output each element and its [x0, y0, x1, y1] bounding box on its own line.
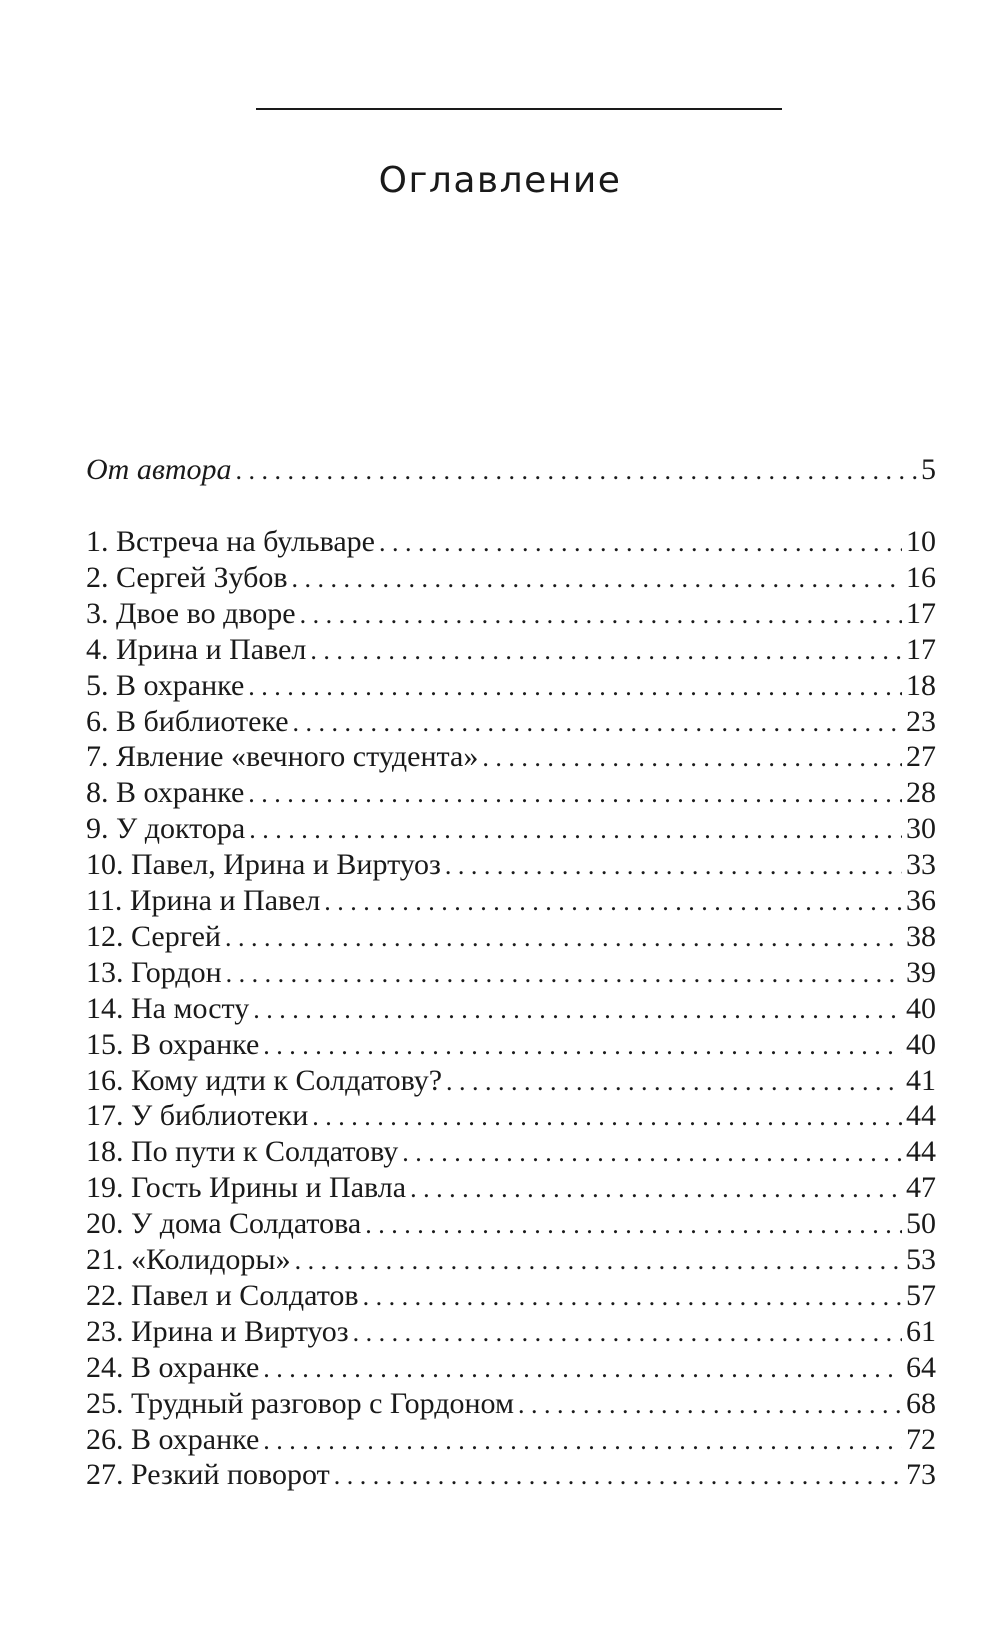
- toc-entry-title: 17. У библиотеки: [86, 1099, 309, 1133]
- toc-leader-dots: [353, 1315, 902, 1351]
- toc-entry-page: 23: [906, 704, 936, 738]
- toc-entry-title: 22. Павел и Солдатов: [86, 1278, 359, 1312]
- toc-leader-dots: [518, 1387, 902, 1423]
- toc-entry-page: 53: [906, 1243, 936, 1276]
- toc-entry-title: 25. Трудный разговор с Гордоном: [86, 1386, 514, 1420]
- toc-entry-title: 19. Гость Ирины и Павла: [86, 1171, 407, 1205]
- toc-entry: [86, 1457, 936, 1493]
- toc-leader-dots: [379, 525, 902, 561]
- toc-entry: [86, 1098, 936, 1134]
- toc-entry: [86, 560, 936, 596]
- toc-entry-title: 10. Павел, Ирина и Виртуоз: [86, 848, 441, 882]
- top-rule: [256, 108, 782, 110]
- toc-entry-page: 73: [906, 1458, 936, 1492]
- toc-entry: [86, 1278, 936, 1314]
- toc-entry-title: 6. В библиотеке: [86, 704, 289, 738]
- toc-entry-page: 5: [921, 453, 936, 486]
- toc-entry-title: 5. В охранке: [86, 668, 245, 702]
- toc-leader-dots: [263, 1351, 902, 1387]
- toc-entry-page: 10: [906, 525, 936, 558]
- toc-entry-page: 39: [906, 955, 936, 989]
- toc-entry-preface: [86, 452, 936, 488]
- toc-leader-dots: [445, 848, 902, 884]
- toc-entry: [86, 811, 936, 847]
- toc-entry-title: 11. Ирина и Павел: [86, 884, 321, 917]
- toc-leader-dots: [263, 1423, 902, 1459]
- toc-leader-dots: [295, 1243, 902, 1279]
- toc-entry: [86, 1314, 936, 1350]
- toc-entry: [86, 1350, 936, 1386]
- toc-leader-dots: [312, 1099, 902, 1135]
- toc-entry-title: 18. По пути к Солдатову: [86, 1135, 399, 1169]
- toc-leader-dots: [334, 1458, 902, 1494]
- toc-entry-title: 3. Двое во дворе: [86, 596, 296, 630]
- toc-entry-page: 40: [906, 1027, 936, 1061]
- toc-entry: [86, 955, 936, 991]
- toc-entry-page: 18: [906, 668, 936, 702]
- toc-entry: [86, 632, 936, 668]
- toc-entry: [86, 1063, 936, 1099]
- toc-leader-dots: [225, 920, 902, 956]
- toc-entry-title: 14. На мосту: [86, 991, 250, 1025]
- toc-entry-page: 72: [906, 1422, 936, 1456]
- toc-leader-dots: [248, 669, 902, 705]
- toc-leader-dots: [253, 992, 902, 1028]
- toc-entry: [86, 1422, 936, 1458]
- toc-leader-dots: [300, 597, 902, 633]
- toc-entry-title: 26. В охранке: [86, 1422, 260, 1456]
- toc-leader-dots: [324, 884, 902, 920]
- toc-entry: [86, 1386, 936, 1422]
- toc-entry-title: 15. В охранке: [86, 1027, 260, 1061]
- toc-entry: [86, 1170, 936, 1206]
- toc-entry-title: От автора: [86, 453, 232, 486]
- toc-entry-page: 61: [906, 1314, 936, 1348]
- toc-entry-page: 44: [906, 1099, 936, 1133]
- toc-entry-page: 30: [906, 812, 936, 846]
- toc-entry-page: 44: [906, 1135, 936, 1169]
- toc-entry-title: 21. «Колидоры»: [86, 1243, 291, 1276]
- toc-leader-dots: [410, 1171, 902, 1207]
- toc-entry-title: 9. У доктора: [86, 812, 246, 846]
- toc-entry-title: 23. Ирина и Виртуоз: [86, 1314, 349, 1348]
- toc-entry-page: 64: [906, 1350, 936, 1384]
- toc-entry-title: 2. Сергей Зубов: [86, 560, 288, 594]
- toc-entry: [86, 775, 936, 811]
- toc-entry: [86, 668, 936, 704]
- toc-entry-page: 38: [906, 919, 936, 953]
- toc-entry-page: 16: [906, 560, 936, 594]
- toc-entry-page: 36: [906, 884, 936, 917]
- toc-entry-title: 1. Встреча на бульваре: [86, 525, 375, 558]
- toc-entry: [86, 847, 936, 883]
- page-title: Оглавление: [378, 160, 622, 201]
- toc-entry-title: 20. У дома Солдатова: [86, 1207, 362, 1241]
- toc-entry-title: 4. Ирина и Павел: [86, 632, 307, 666]
- toc-leader-dots: [263, 1028, 902, 1064]
- toc-entry: [86, 524, 936, 560]
- toc-entry: [86, 704, 936, 740]
- toc-entry: [86, 1242, 936, 1278]
- toc-leader-dots: [363, 1279, 902, 1315]
- toc-entry-title: 7. Явление «вечного студента»: [86, 740, 479, 774]
- toc-entry: [86, 596, 936, 632]
- toc-entry-title: 12. Сергей: [86, 919, 221, 953]
- toc-entry-page: 33: [906, 848, 936, 882]
- toc-leader-dots: [482, 740, 902, 776]
- toc-entry: [86, 1206, 936, 1242]
- toc-leader-dots: [236, 453, 917, 489]
- toc-entry-page: 50: [906, 1207, 936, 1241]
- toc-entry-title: 13. Гордон: [86, 955, 222, 989]
- toc-entry-page: 47: [906, 1171, 936, 1205]
- toc-leader-dots: [446, 1064, 902, 1100]
- toc-entry-page: 17: [906, 596, 936, 630]
- toc-entry: [86, 991, 936, 1027]
- toc-entry-page: 27: [906, 740, 936, 774]
- toc-leader-dots: [310, 633, 902, 669]
- toc-entry-page: 17: [906, 632, 936, 666]
- toc-entry: [86, 883, 936, 919]
- toc-leader-dots: [226, 956, 902, 992]
- toc-entry: [86, 919, 936, 955]
- toc-entry-title: 16. Кому идти к Солдатову?: [86, 1063, 443, 1097]
- toc-entry-page: 41: [906, 1063, 936, 1097]
- toc-entry-page: 28: [906, 776, 936, 810]
- toc-leader-dots: [248, 776, 902, 812]
- toc-leader-dots: [292, 561, 902, 597]
- toc-leader-dots: [293, 705, 902, 741]
- toc-entry-title: 24. В охранке: [86, 1350, 260, 1384]
- toc-leader-dots: [365, 1207, 902, 1243]
- toc-entry-page: 40: [906, 991, 936, 1025]
- toc-entry-title: 8. В охранке: [86, 776, 245, 810]
- toc-leader-dots: [402, 1135, 902, 1171]
- toc-entry-page: 68: [906, 1386, 936, 1420]
- toc-entry: [86, 1134, 936, 1170]
- toc-entry-page: 57: [906, 1278, 936, 1312]
- toc-leader-dots: [249, 812, 902, 848]
- toc-entry-title: 27. Резкий поворот: [86, 1458, 330, 1492]
- toc-entry: [86, 1027, 936, 1063]
- toc-entry: [86, 739, 936, 775]
